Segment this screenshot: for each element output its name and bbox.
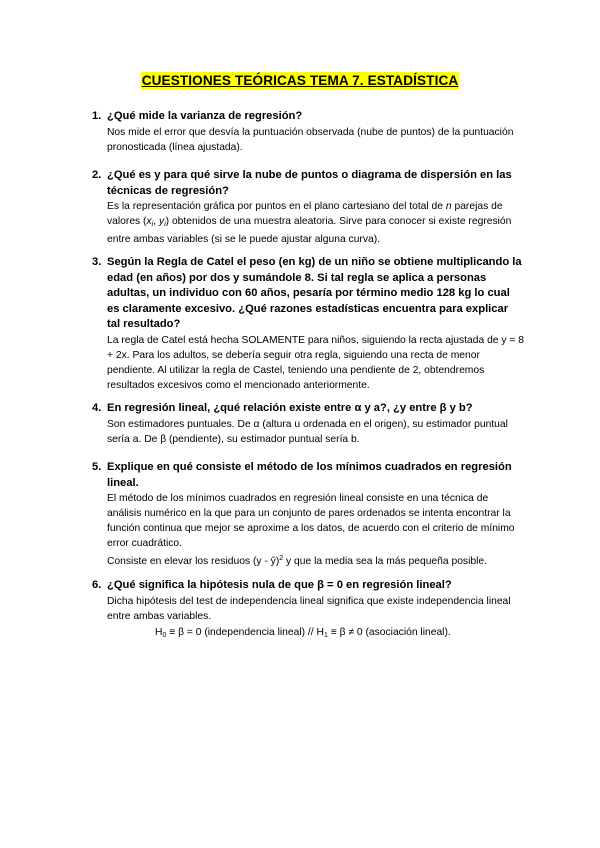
question-block-6 (92, 578, 524, 644)
answer-paragraph (107, 551, 524, 569)
answer-text: Nos mide el error que desvía la puntuación observada (nube de puntos) de la puntuación pronosticada (línea ajustada). (107, 126, 514, 153)
answer-fragment: y que la media sea la más pequeña posible. (283, 556, 487, 567)
h1-subscript: 1 (323, 631, 328, 639)
variable-x: x (146, 216, 152, 227)
question-text: En regresión lineal, ¿qué relación existe entre α y a?, ¿y entre β y b? (107, 402, 473, 414)
question-number: 4. (92, 402, 102, 414)
variable-n: n (445, 201, 452, 212)
question-block-1 (92, 109, 524, 155)
question-number: 6. (92, 579, 102, 591)
answer-fragment: Consiste en elevar los residuos (y - ŷ) (107, 556, 280, 567)
superscript-2: 2 (279, 555, 284, 562)
question-number: 3. (92, 256, 102, 268)
answer-text: Son estimadores puntuales. De α (altura u ordenada en el origen), su estimador puntual sería a. De β (pendiente), su estimador puntual sería b. (107, 418, 508, 445)
h0-symbol: H (155, 626, 163, 638)
question-block-5 (92, 460, 524, 569)
answer-fragment: parejas de valores ( (107, 201, 503, 227)
subscript-i: i (164, 221, 166, 228)
answer-fragment: ) obtenidos de una muestra aleatoria. Sirve para conocer si existe regresión entre ambas variables (si se le puede ajustar alguna curva). (107, 216, 512, 245)
h0-subscript: 0 (162, 631, 167, 639)
question-text: Según la Regla de Catel el peso (en kg) de un niño se obtiene multiplicando la edad (en años) por dos y sumándole 8. Si tal regla se aplica a personas adultas, un individuo con 60 años, pesaría por término medio 128 kg lo cual es claramente excesivo. ¿Qué razones estadísticas encuentra para explicar tal resultado? (107, 256, 522, 330)
question-text: ¿Qué es y para qué sirve la nube de puntos o diagrama de dispersión en las técnicas de regresión? (107, 169, 512, 197)
answer-fragment: Es la representación gráfica por puntos en el plano cartesiano del total de (107, 201, 446, 212)
question-text: Explique en qué consiste el método de los mínimos cuadrados en regresión lineal. (107, 461, 512, 489)
answer-fragment: , (153, 216, 159, 227)
question-block-2 (92, 168, 524, 247)
question-number: 5. (92, 461, 102, 473)
formula-fragment: ≡ β = 0 (independencia lineal) // (166, 626, 317, 638)
question-text: ¿Qué mide la varianza de regresión? (107, 110, 303, 122)
answer-text (107, 199, 524, 247)
h1-symbol: H (316, 626, 324, 638)
title-container (0, 72, 600, 90)
question-block-3 (92, 255, 524, 393)
subscript-i: i (151, 221, 154, 228)
question-text: ¿Qué significa la hipótesis nula de que β = 0 en regresión lineal? (107, 579, 452, 591)
question-number: 2. (92, 169, 102, 181)
answer-text: La regla de Catel está hecha SOLAMENTE para niños, siguiendo la recta ajustada de y = 8 + 2x. Para los adultos, se debería seguir otra regla, siguiendo una recta de menor pendiente. Al utilizar la regla de Castel, teniendo una pendiente de 2, obtendremos resultados excesivos como el mencionado anteriormente. (107, 334, 524, 391)
variable-y: y (158, 216, 165, 227)
question-number: 1. (92, 110, 102, 122)
answer-text (107, 491, 524, 569)
document-title: CUESTIONES TEÓRICAS TEMA 7. ESTADÍSTICA (141, 73, 459, 88)
answer-paragraph: El método de los mínimos cuadrados en regresión lineal consiste en una técnica de análisis numérico en la que para un conjunto de pares ordenados se intenta encontrar la función continua que mejor se aproxime a los datos, de acuerdo con el criterio de mínimo error cuadrático. (107, 493, 515, 549)
answer-text: Dicha hipótesis del test de independencia lineal significa que existe independencia lineal entre ambas variables. (107, 595, 511, 622)
hypothesis-formula (155, 624, 524, 644)
question-block-4 (92, 401, 524, 447)
formula-fragment: ≡ β ≠ 0 (asociación lineal). (327, 626, 451, 638)
